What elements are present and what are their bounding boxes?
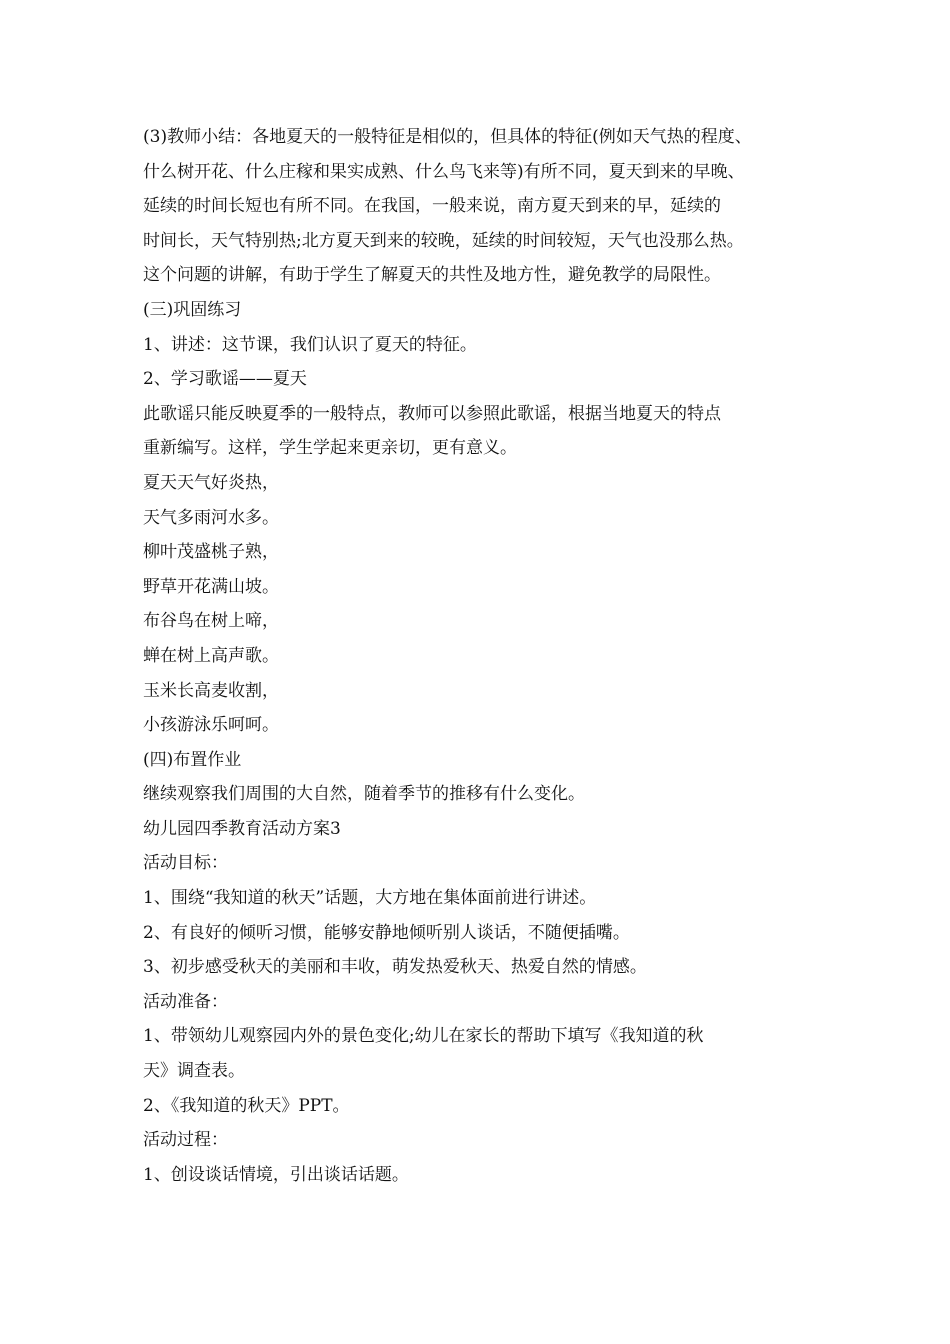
text-line: 时间长，天气特别热;北方夏天到来的较晚，延续的时间较短，天气也没那么热。 [143, 230, 744, 251]
poem-line: 夏天天气好炎热， [143, 472, 279, 493]
document-body [143, 120, 843, 1192]
section-heading: 活动过程： [143, 1130, 228, 1151]
document-title: 幼儿园四季教育活动方案3 [143, 818, 341, 839]
text-line: 此歌谣只能反映夏季的一般特点，教师可以参照此歌谣，根据当地夏天的特点 [143, 403, 721, 424]
section-heading: 活动准备： [143, 991, 228, 1012]
text-line: 2、学习歌谣——夏天 [143, 369, 307, 390]
text-line: 1、讲述：这节课，我们认识了夏天的特征。 [143, 334, 477, 355]
poem-line: 布谷鸟在树上啼， [143, 611, 279, 632]
text-line: 延续的时间长短也有所不同。在我国，一般来说，南方夏天到来的早，延续的 [143, 196, 721, 217]
list-item: 1、创设谈话情境，引出谈话话题。 [143, 1164, 409, 1185]
text-line: 继续观察我们周围的大自然，随着季节的推移有什么变化。 [143, 784, 585, 805]
list-item: 2、《我知道的秋天》PPT。 [143, 1095, 350, 1116]
text-line: 什么树开花、什么庄稼和果实成熟、什么鸟飞来等)有所不同，夏天到来的早晚、 [143, 161, 745, 182]
poem-line: 小孩游泳乐呵呵。 [143, 715, 279, 736]
poem-line: 野草开花满山坡。 [143, 576, 279, 597]
list-item-continuation: 天》调查表。 [143, 1061, 245, 1082]
poem-line: 天气多雨河水多。 [143, 507, 279, 528]
list-item: 3、初步感受秋天的美丽和丰收，萌发热爱秋天、热爱自然的情感。 [143, 957, 647, 978]
section-heading: (四)布置作业 [143, 749, 242, 770]
section-heading: (三)巩固练习 [143, 299, 242, 320]
text-line: 这个问题的讲解，有助于学生了解夏天的共性及地方性，避免教学的局限性。 [143, 265, 721, 286]
list-item: 1、围绕“我知道的秋天”话题，大方地在集体面前进行讲述。 [143, 888, 597, 909]
poem-line: 玉米长高麦收割， [143, 680, 279, 701]
list-item: 2、有良好的倾听习惯，能够安静地倾听别人谈话，不随便插嘴。 [143, 922, 630, 943]
text-line: 重新编写。这样，学生学起来更亲切，更有意义。 [143, 438, 517, 459]
section-heading: 活动目标： [143, 853, 228, 874]
poem-line: 蝉在树上高声歌。 [143, 645, 279, 666]
list-item: 1、带领幼儿观察园内外的景色变化;幼儿在家长的帮助下填写《我知道的秋 [143, 1026, 704, 1047]
text-line: (3)教师小结：各地夏天的一般特征是相似的，但具体的特征(例如天气热的程度、 [143, 127, 752, 147]
poem-line: 柳叶茂盛桃子熟， [143, 542, 279, 563]
